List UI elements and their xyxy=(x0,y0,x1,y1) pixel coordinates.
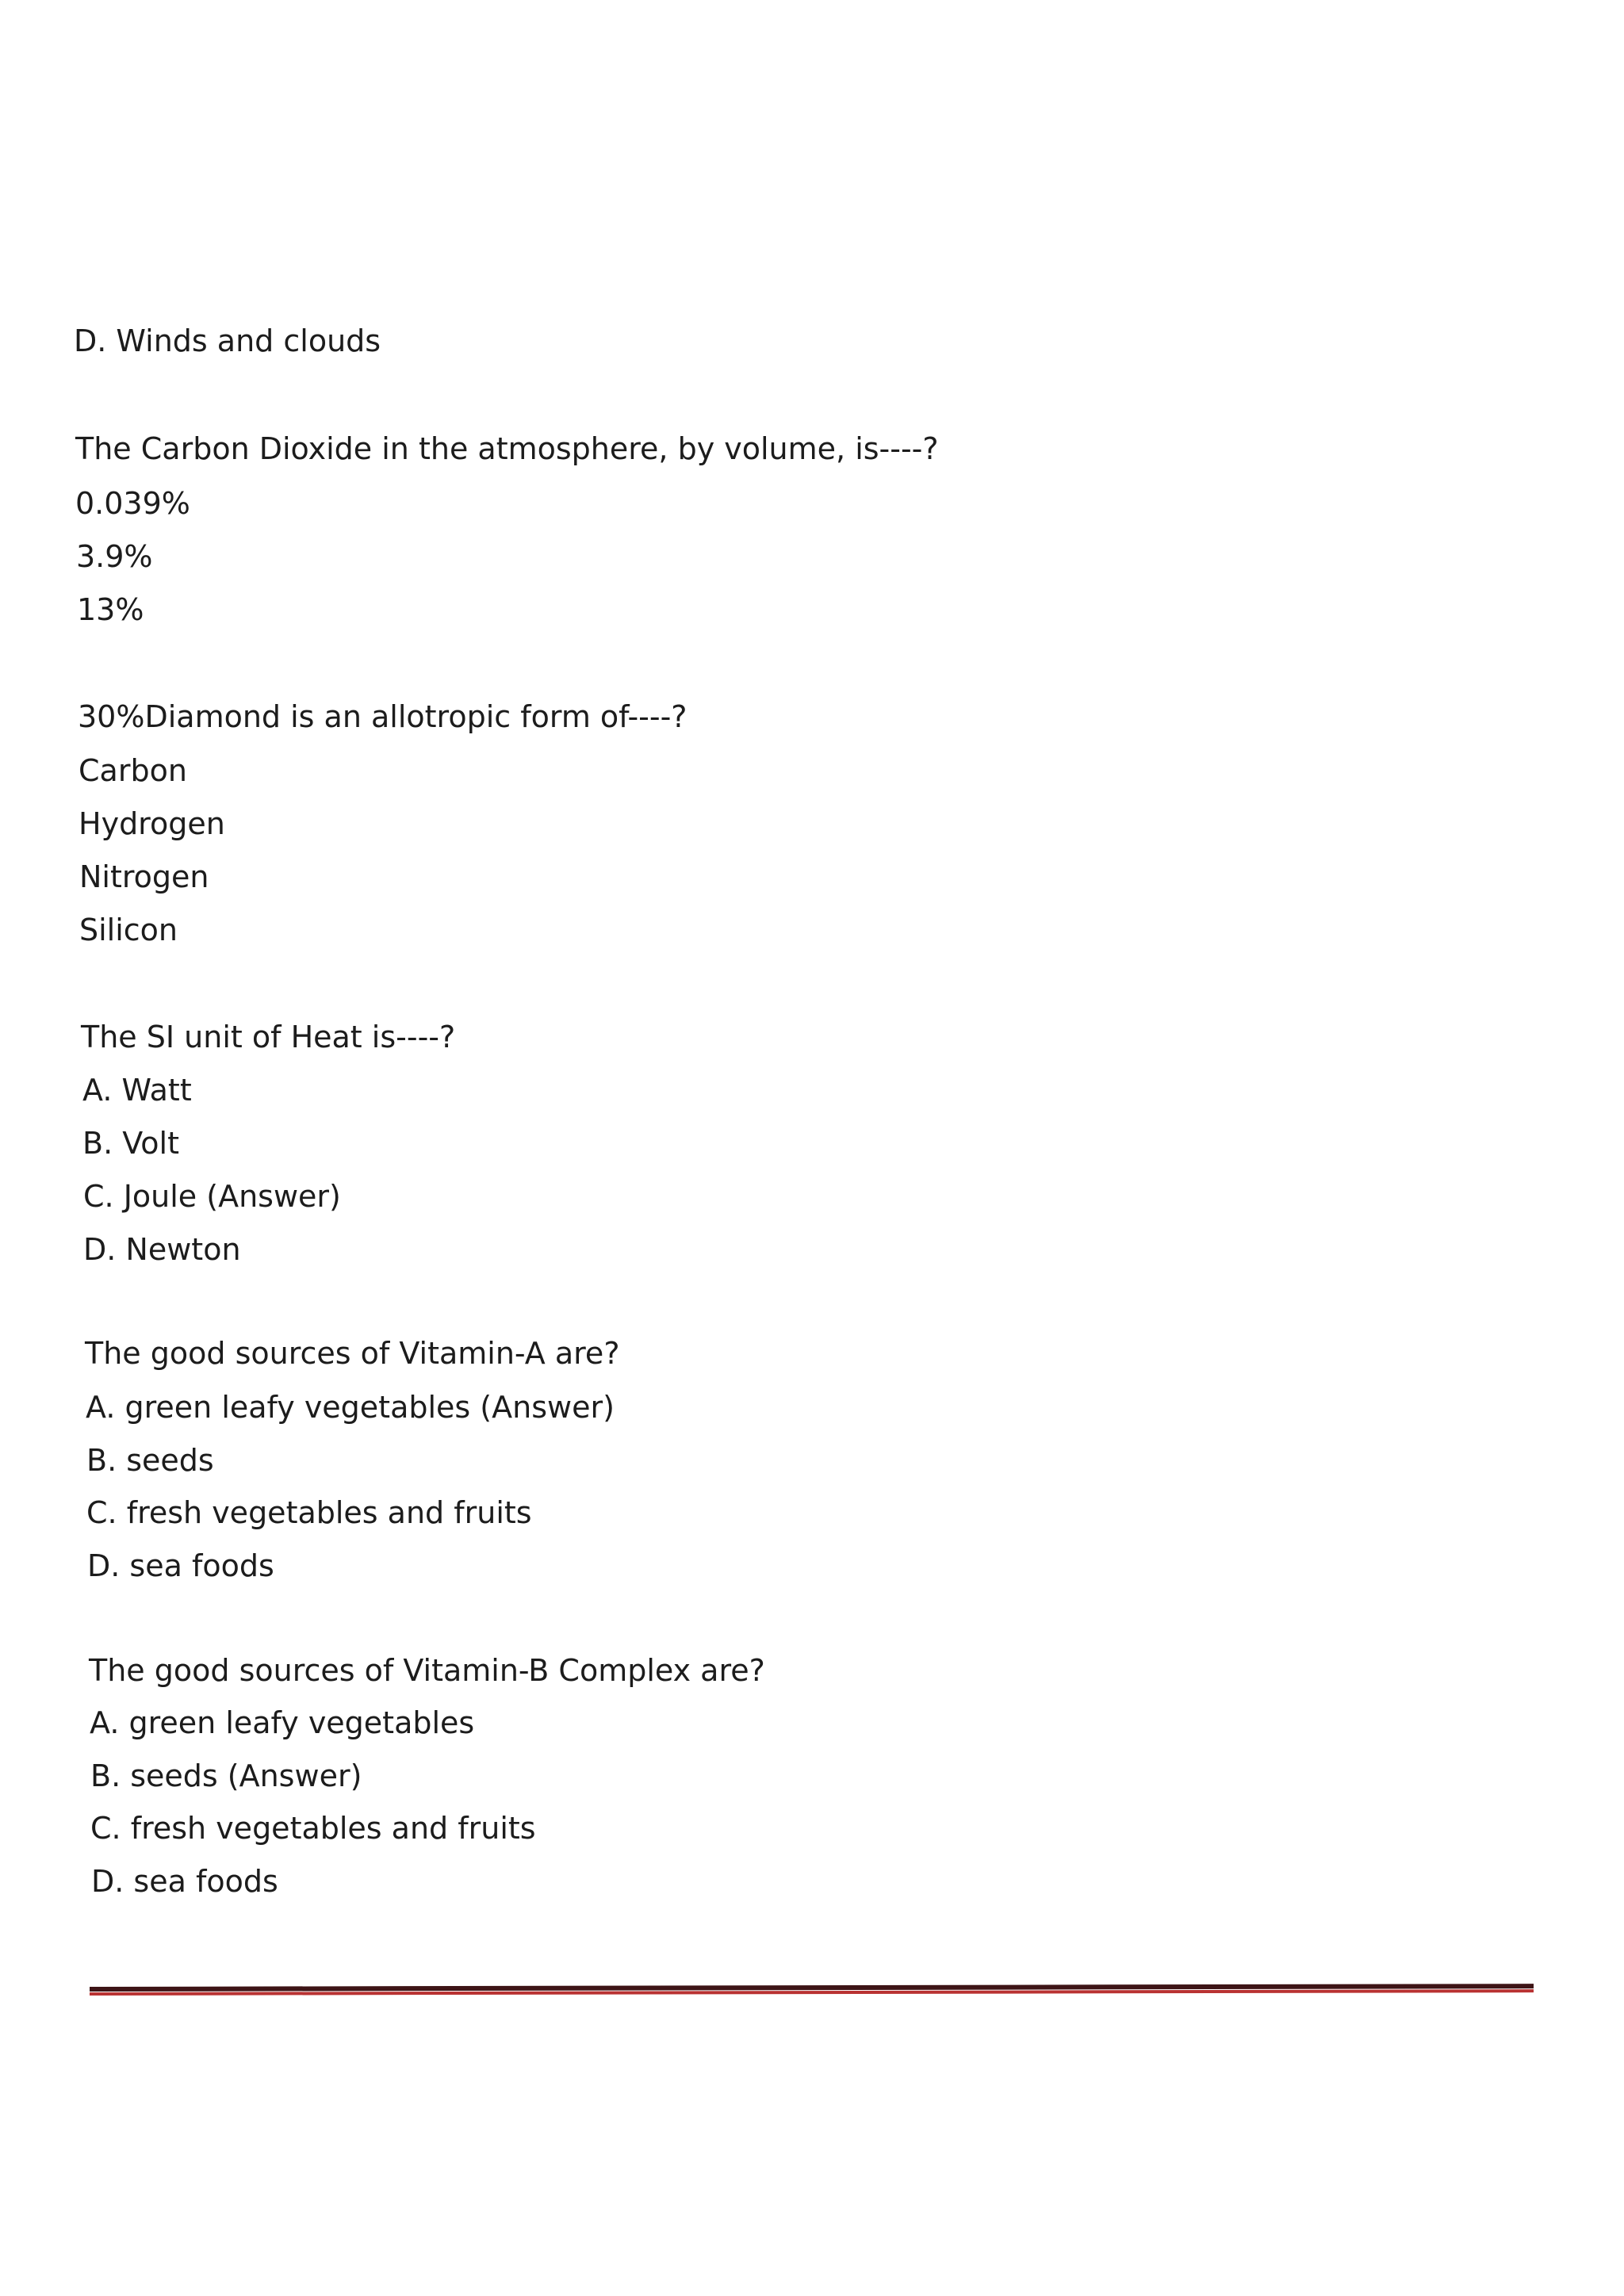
answer-option: A. Watt xyxy=(82,1073,192,1108)
answer-option: 0.039% xyxy=(75,486,190,521)
answer-option: D. Newton xyxy=(83,1232,241,1267)
question-text: 30%Diamond is an allotropic form of----? xyxy=(78,699,688,734)
answer-option: B. seeds (Answer) xyxy=(90,1758,362,1793)
answer-option: B. seeds xyxy=(86,1443,214,1478)
answer-option: Silicon xyxy=(79,913,178,947)
answer-option: 3.9% xyxy=(76,539,153,574)
answer-option: 13% xyxy=(77,592,144,627)
answer-option: Nitrogen xyxy=(79,859,209,894)
answer-option: C. Joule (Answer) xyxy=(83,1179,341,1214)
answer-option: B. Volt xyxy=(82,1126,179,1161)
answer-option: Hydrogen xyxy=(79,806,225,841)
question-text: The SI unit of Heat is----? xyxy=(81,1020,456,1054)
question-text: The good sources of Vitamin-B Complex are? xyxy=(89,1653,765,1688)
answer-option: Carbon xyxy=(79,753,187,788)
answer-option: C. fresh vegetables and fruits xyxy=(90,1811,536,1846)
answer-option: A. green leafy vegetables (Answer) xyxy=(86,1390,615,1425)
answer-option: A. green leafy vegetables xyxy=(90,1705,475,1740)
question-text: The Carbon Dioxide in the atmosphere, by volume, is----? xyxy=(75,431,939,466)
answer-option: D. sea foods xyxy=(87,1548,274,1583)
answer-option: D. Winds and clouds xyxy=(74,323,381,358)
answer-option: D. sea foods xyxy=(91,1864,278,1899)
question-text: The good sources of Vitamin-A are? xyxy=(85,1336,620,1371)
answer-option: C. fresh vegetables and fruits xyxy=(86,1495,532,1530)
